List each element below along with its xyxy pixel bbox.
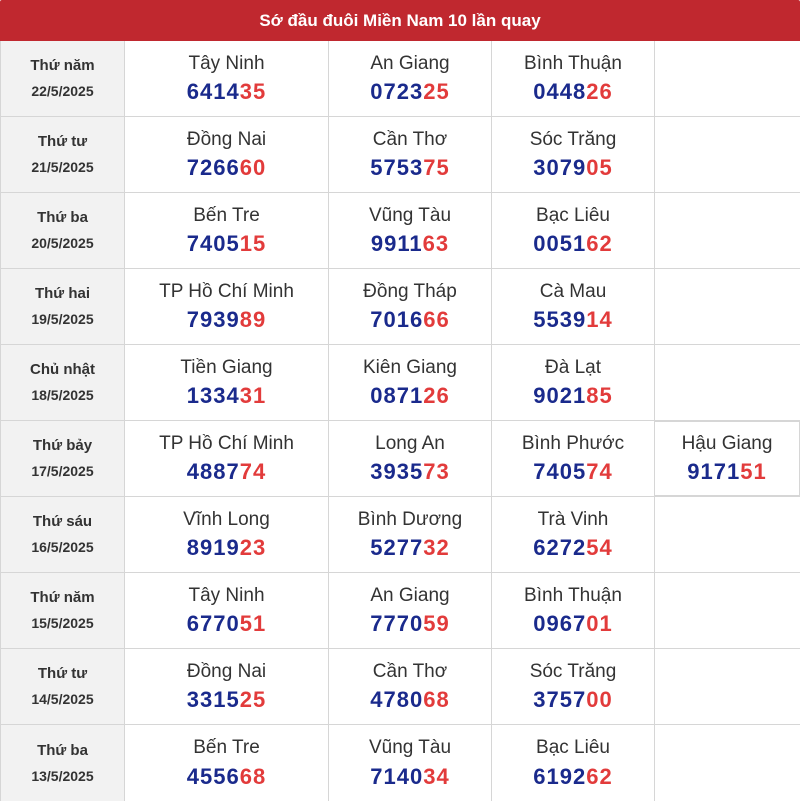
result-cell xyxy=(492,269,655,344)
province-name: An Giang xyxy=(370,52,450,74)
lottery-number xyxy=(370,609,449,639)
result-cell xyxy=(492,649,655,724)
lottery-number xyxy=(370,762,449,792)
lottery-number xyxy=(187,77,266,107)
province-name: Bạc Liêu xyxy=(536,737,610,759)
number-tail-digits: 74 xyxy=(239,459,267,485)
lottery-number xyxy=(187,609,266,639)
number-head-digits: 7140 xyxy=(370,763,424,789)
weekday-label: Thứ tư xyxy=(37,133,88,151)
province-name: Đồng Tháp xyxy=(363,280,457,302)
number-head-digits: 6192 xyxy=(533,763,587,789)
province-name: Tây Ninh xyxy=(188,52,265,74)
number-tail-digits: 32 xyxy=(423,535,450,561)
province-name: Bình Dương xyxy=(357,508,463,530)
table-row xyxy=(0,497,800,573)
date-cell xyxy=(0,725,125,801)
lottery-number xyxy=(370,533,449,563)
province-name: Trà Vinh xyxy=(537,508,609,530)
lottery-number xyxy=(533,77,612,107)
draw-date: 17/5/2025 xyxy=(31,463,94,480)
number-head-digits: 4887 xyxy=(186,459,240,485)
lottery-number xyxy=(187,762,266,792)
province-name: Bến Tre xyxy=(193,204,260,226)
number-tail-digits: 63 xyxy=(422,231,450,257)
number-tail-digits: 85 xyxy=(586,383,613,409)
lottery-number xyxy=(370,77,449,107)
number-head-digits: 7405 xyxy=(533,459,587,485)
lottery-number xyxy=(187,229,266,259)
table-row xyxy=(0,41,800,117)
number-head-digits: 0967 xyxy=(533,611,587,637)
draw-date: 22/5/2025 xyxy=(31,83,94,100)
draw-date: 20/5/2025 xyxy=(31,235,94,252)
number-tail-digits: 51 xyxy=(239,611,267,637)
weekday-label: Chủ nhật xyxy=(30,361,95,379)
number-tail-digits: 34 xyxy=(423,763,450,789)
lottery-number xyxy=(533,229,612,259)
date-cell xyxy=(0,41,125,116)
result-cell xyxy=(125,725,329,801)
number-head-digits: 0871 xyxy=(370,383,424,409)
province-name: Vũng Tàu xyxy=(368,204,452,226)
number-tail-digits: 60 xyxy=(239,155,267,181)
number-head-digits: 0051 xyxy=(533,231,587,257)
number-tail-digits: 26 xyxy=(423,383,450,409)
province-name: Tây Ninh xyxy=(188,584,265,606)
province-name: Hậu Giang xyxy=(681,432,773,454)
number-tail-digits: 15 xyxy=(239,231,267,257)
weekday-label: Thứ hai xyxy=(34,285,91,303)
province-name: Cần Thơ xyxy=(372,660,448,682)
lottery-number xyxy=(187,685,266,715)
lottery-number xyxy=(370,381,449,411)
draw-date: 16/5/2025 xyxy=(31,539,94,556)
number-head-digits: 9021 xyxy=(533,383,587,409)
result-cell xyxy=(125,117,329,192)
lottery-number xyxy=(187,305,266,335)
result-cell xyxy=(125,421,329,496)
table-row xyxy=(0,345,800,421)
result-cell xyxy=(492,573,655,648)
lottery-number xyxy=(533,762,612,792)
date-cell xyxy=(0,421,125,496)
province-name: Đà Lạt xyxy=(545,356,601,378)
lottery-number xyxy=(371,229,449,259)
result-cell xyxy=(492,497,655,572)
number-head-digits: 1334 xyxy=(186,383,240,409)
number-tail-digits: 74 xyxy=(586,459,613,485)
number-tail-digits: 66 xyxy=(423,307,450,333)
number-tail-digits: 62 xyxy=(586,763,613,789)
result-cell xyxy=(125,345,329,420)
table-body xyxy=(0,41,800,801)
number-head-digits: 7016 xyxy=(370,307,424,333)
number-head-digits: 3079 xyxy=(533,155,587,181)
province-name: TP Hồ Chí Minh xyxy=(159,280,294,302)
weekday-label: Thứ bảy xyxy=(32,437,93,455)
lottery-number xyxy=(187,381,266,411)
date-cell xyxy=(0,649,125,724)
province-name: Vĩnh Long xyxy=(183,508,270,530)
weekday-label: Thứ năm xyxy=(30,589,95,607)
weekday-label: Thứ ba xyxy=(37,741,88,759)
table-row xyxy=(0,421,800,497)
draw-date: 14/5/2025 xyxy=(31,691,94,708)
result-cell xyxy=(125,269,329,344)
lottery-number xyxy=(687,457,766,487)
lottery-number xyxy=(187,153,266,183)
number-tail-digits: 68 xyxy=(423,687,450,713)
lottery-number xyxy=(187,457,266,487)
weekday-label: Thứ ba xyxy=(37,209,88,227)
result-cell xyxy=(125,649,329,724)
number-head-digits: 3935 xyxy=(370,459,424,485)
number-head-digits: 0723 xyxy=(370,79,424,105)
result-cell xyxy=(329,345,492,420)
number-tail-digits: 75 xyxy=(423,155,450,181)
table-row xyxy=(0,193,800,269)
number-head-digits: 8919 xyxy=(186,535,240,561)
lottery-number xyxy=(533,533,612,563)
date-cell xyxy=(0,193,125,268)
result-cell xyxy=(329,725,492,801)
number-tail-digits: 23 xyxy=(239,535,267,561)
table-row xyxy=(0,725,800,801)
result-cell xyxy=(329,649,492,724)
lottery-number xyxy=(533,457,612,487)
lottery-number xyxy=(533,685,612,715)
draw-date: 13/5/2025 xyxy=(31,767,94,784)
province-name: Kiên Giang xyxy=(362,356,457,378)
result-cell xyxy=(329,497,492,572)
result-cell xyxy=(492,41,655,116)
result-cell xyxy=(492,117,655,192)
province-name: Sóc Trăng xyxy=(529,128,617,150)
number-head-digits: 7939 xyxy=(186,307,240,333)
result-cell xyxy=(125,573,329,648)
number-tail-digits: 59 xyxy=(423,611,450,637)
number-tail-digits: 00 xyxy=(586,687,613,713)
draw-date: 21/5/2025 xyxy=(31,159,94,176)
province-name: Long An xyxy=(375,432,445,454)
number-head-digits: 3757 xyxy=(533,687,587,713)
result-cell xyxy=(492,725,655,801)
number-tail-digits: 14 xyxy=(586,307,613,333)
date-cell xyxy=(0,345,125,420)
number-head-digits: 3315 xyxy=(186,687,240,713)
number-head-digits: 5753 xyxy=(370,155,424,181)
number-tail-digits: 05 xyxy=(586,155,613,181)
number-tail-digits: 31 xyxy=(239,383,267,409)
province-name: An Giang xyxy=(370,584,450,606)
draw-date: 18/5/2025 xyxy=(31,387,94,404)
date-cell xyxy=(0,497,125,572)
date-cell xyxy=(0,117,125,192)
province-name: Bình Thuận xyxy=(524,52,622,74)
province-name: Đồng Nai xyxy=(186,660,267,682)
weekday-label: Thứ tư xyxy=(37,665,88,683)
result-cell xyxy=(125,41,329,116)
number-tail-digits: 26 xyxy=(586,79,613,105)
result-cell xyxy=(125,193,329,268)
province-name: Bình Thuận xyxy=(524,584,622,606)
number-head-digits: 9171 xyxy=(687,459,741,485)
lottery-number xyxy=(533,381,612,411)
result-cell xyxy=(329,573,492,648)
result-cell xyxy=(492,193,655,268)
result-cell xyxy=(329,421,492,496)
lottery-number xyxy=(533,153,612,183)
table-title: Sớ đầu đuôi Miền Nam 10 lần quay xyxy=(0,0,800,41)
province-name: Sóc Trăng xyxy=(529,660,617,682)
table-row xyxy=(0,117,800,193)
number-head-digits: 5539 xyxy=(533,307,587,333)
result-cell xyxy=(492,345,655,420)
number-head-digits: 7405 xyxy=(186,231,240,257)
result-cell xyxy=(329,269,492,344)
province-name: Cà Mau xyxy=(539,280,607,302)
number-head-digits: 5277 xyxy=(370,535,424,561)
number-head-digits: 6414 xyxy=(186,79,240,105)
lottery-number xyxy=(187,533,266,563)
number-head-digits: 7266 xyxy=(186,155,240,181)
number-head-digits: 4556 xyxy=(186,763,240,789)
date-cell xyxy=(0,573,125,648)
number-tail-digits: 51 xyxy=(740,459,767,485)
number-head-digits: 4780 xyxy=(370,687,424,713)
number-tail-digits: 25 xyxy=(239,687,267,713)
number-tail-digits: 68 xyxy=(239,763,267,789)
result-cell xyxy=(125,497,329,572)
province-name: TP Hồ Chí Minh xyxy=(159,432,294,454)
result-cell xyxy=(655,421,800,496)
weekday-label: Thứ năm xyxy=(30,57,95,75)
result-cell xyxy=(329,193,492,268)
number-head-digits: 6770 xyxy=(186,611,240,637)
number-tail-digits: 89 xyxy=(239,307,267,333)
lottery-number xyxy=(370,685,449,715)
result-cell xyxy=(492,421,655,496)
number-head-digits: 9911 xyxy=(370,231,423,257)
lottery-number xyxy=(533,609,612,639)
lottery-number xyxy=(370,457,449,487)
province-name: Đồng Nai xyxy=(186,128,267,150)
result-cell xyxy=(329,117,492,192)
date-cell xyxy=(0,269,125,344)
draw-date: 15/5/2025 xyxy=(31,615,94,632)
number-head-digits: 6272 xyxy=(533,535,587,561)
result-cell xyxy=(329,41,492,116)
lottery-number xyxy=(533,305,612,335)
table-row xyxy=(0,573,800,649)
number-tail-digits: 54 xyxy=(586,535,613,561)
number-tail-digits: 62 xyxy=(586,231,613,257)
number-head-digits: 0448 xyxy=(533,79,587,105)
number-tail-digits: 01 xyxy=(586,611,613,637)
number-tail-digits: 25 xyxy=(423,79,450,105)
draw-date: 19/5/2025 xyxy=(31,311,94,328)
province-name: Bến Tre xyxy=(193,737,260,759)
province-name: Vũng Tàu xyxy=(368,737,452,759)
number-head-digits: 7770 xyxy=(370,611,424,637)
province-name: Cần Thơ xyxy=(372,128,448,150)
province-name: Bạc Liêu xyxy=(536,204,610,226)
table-row xyxy=(0,649,800,725)
table-row xyxy=(0,269,800,345)
number-tail-digits: 35 xyxy=(239,79,267,105)
province-name: Bình Phước xyxy=(521,432,625,454)
lottery-number xyxy=(370,153,449,183)
weekday-label: Thứ sáu xyxy=(32,513,93,531)
lottery-number xyxy=(370,305,449,335)
number-tail-digits: 73 xyxy=(423,459,450,485)
province-name: Tiền Giang xyxy=(180,356,273,378)
